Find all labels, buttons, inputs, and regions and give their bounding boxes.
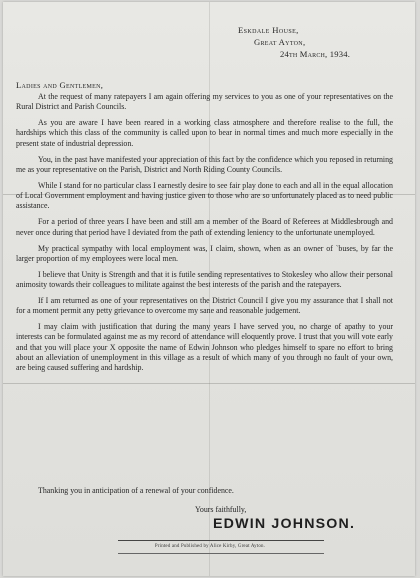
address-line-town: Great Ayton, (254, 37, 306, 47)
valediction: Yours faithfully, (195, 505, 247, 515)
body-paragraph: At the request of many ratepayers I am again offering my services to you as one of your representatives on the Rural District and Parish Councils. (16, 92, 393, 112)
body-paragraph: I may claim with justification that during the many years I have served you, no charge of apathy to your interests can be formulated against me as my record of attendance will eloquently prove. I trust that you will vote early and that you will place your X opposite the name of Edwin Johnson who pledges himself to spare no effort to bring about an alleviation of unemployment in this village as a result of which many of you through no fault of your own, are being caused suffering and hardship. (16, 322, 393, 373)
body-paragraph: My practical sympathy with local employment was, I claim, shown, when as an owner of `buses, by far the larger proportion of my employees were local men. (16, 243, 393, 263)
closing-thanks: Thanking you in anticipation of a renewal of your confidence. (38, 486, 234, 495)
divider (118, 540, 324, 541)
signature-name: EDWIN JOHNSON. (213, 516, 356, 532)
body-paragraph: You, in the past have manifested your appreciation of this fact by the confidence which you reposed in returning me as your representative on the Parish, District and North Riding County Councils. (16, 154, 393, 174)
salutation: Ladies and Gentlemen, (16, 80, 104, 90)
sender-address-block (238, 24, 406, 60)
body-paragraph: I believe that Unity is Strength and that it is futile sending representatives to Stokesley who allow their personal animosity towards their colleagues to militate against the best interests of the parish and the ratepayers. (16, 269, 393, 290)
body-paragraph: For a period of three years I have been and still am a member of the Board of Referees at Middlesbrough and never once during that period have I deviated from the path of extending leniency to the unfortunate unemployed. (16, 217, 393, 237)
address-line-house: Eskdale House, (238, 25, 299, 35)
divider (118, 553, 324, 554)
letter-body (16, 92, 393, 379)
letter-date: 24th March, 1934. (280, 49, 351, 59)
printer-imprint: Printed and Published by Alice Kirby, Great Ayton. (154, 544, 266, 549)
body-paragraph: As you are aware I have been reared in a working class atmosphere and therefore realise to the full, the hardships which this class of the community is called upon to bear in normal times and much more especially in the present state of industrial depression. (16, 118, 393, 148)
body-paragraph: If I am returned as one of your representatives on the District Council I give you my assurance that I shall not for a moment permit any petty grievance to overcome my sane and reasonable judgement. (16, 295, 393, 316)
closing-block (16, 486, 393, 516)
body-paragraph: While I stand for no particular class I earnestly desire to see fair play done to each and all in the equal allocation of Local Government employment and having justice given to those who are so unfortunately placed as to need public assistance. (16, 180, 393, 211)
